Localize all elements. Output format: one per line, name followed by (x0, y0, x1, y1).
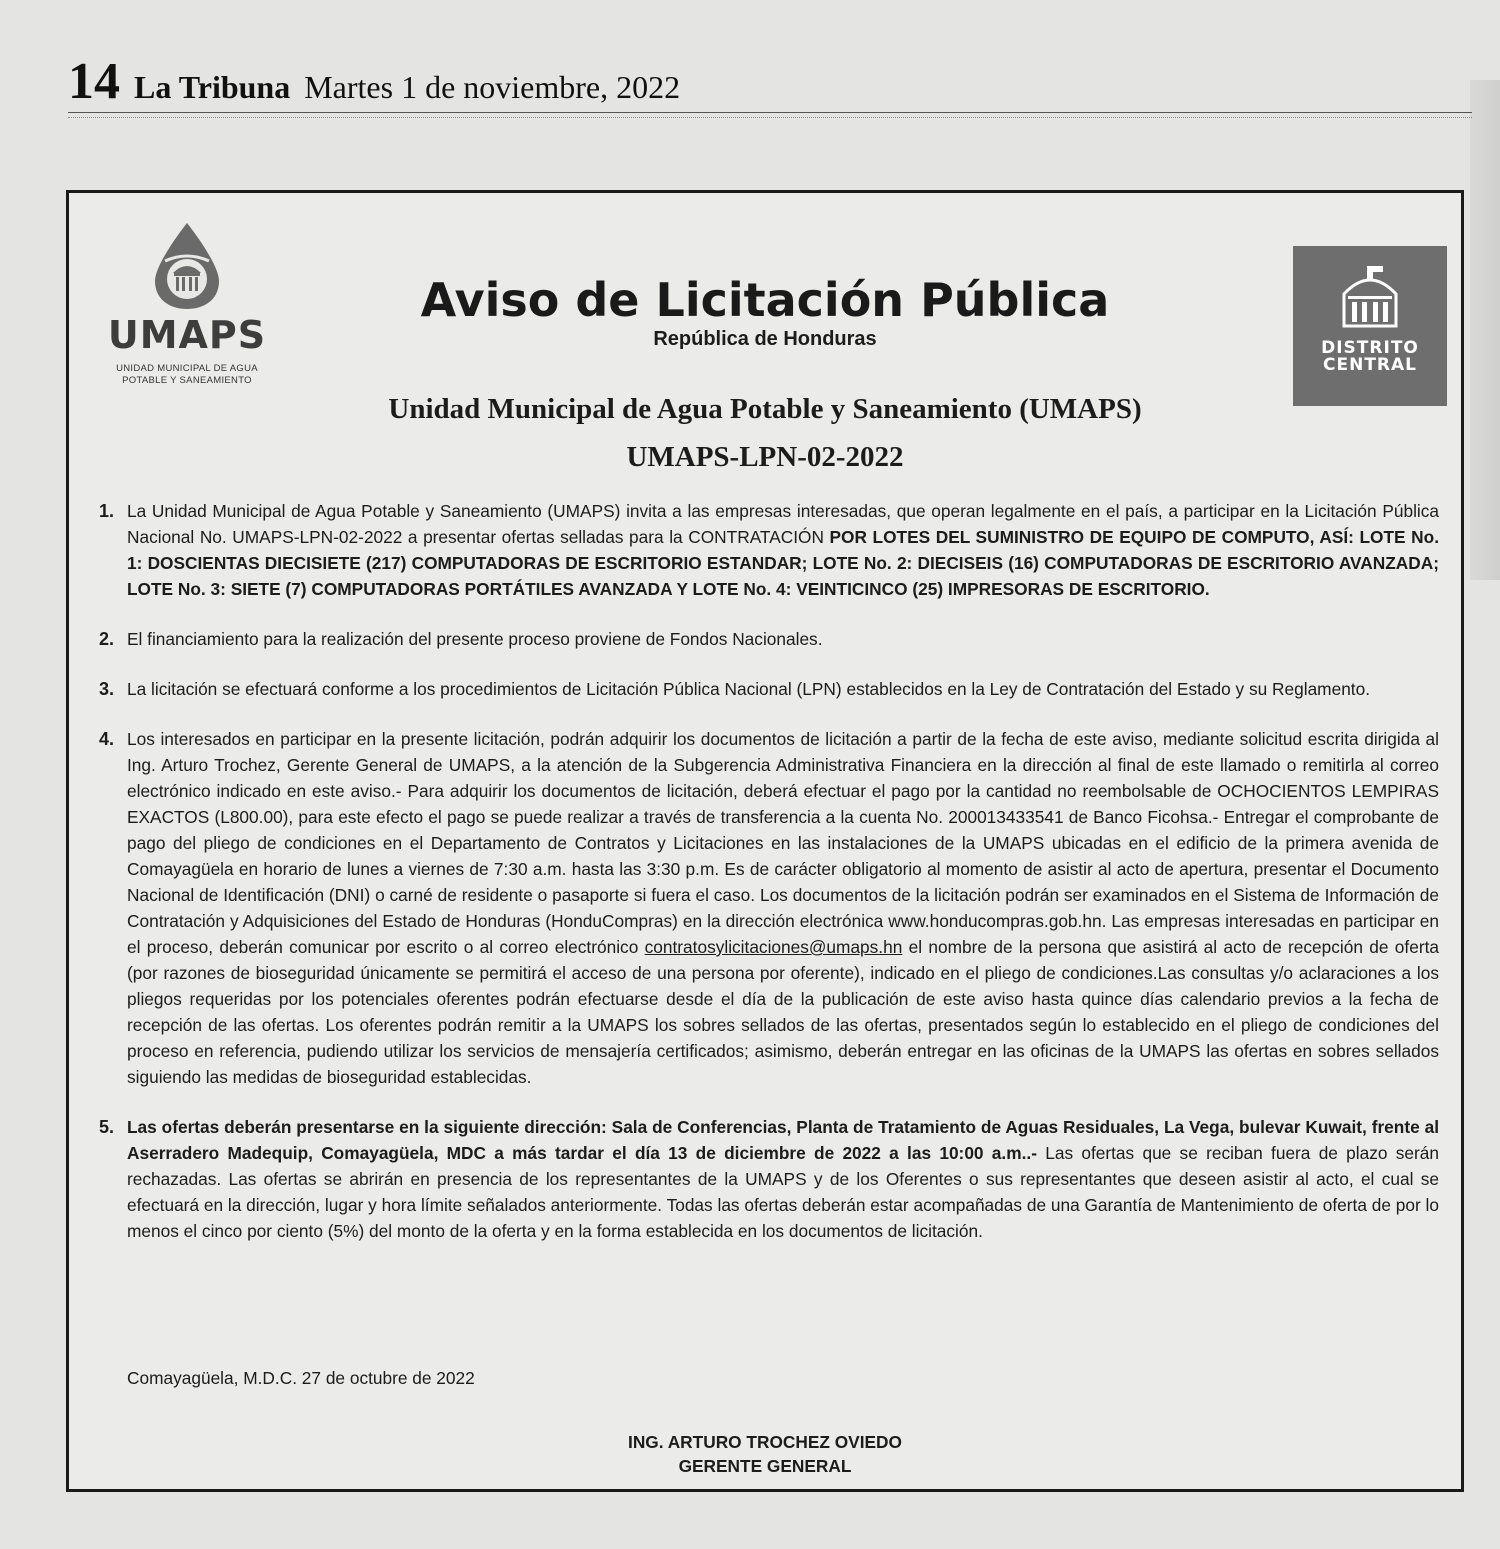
item-text: El financiamiento para la realización del presente proceso proviene de Fondos Nacionales. (127, 629, 823, 649)
signer-title: GERENTE GENERAL (678, 1456, 852, 1476)
public-notice (66, 190, 1464, 1492)
item-text: La Unidad Municipal de Agua Potable y Saneamiento (UMAPS) invita a las empresas interesadas, que operan legalmente en el país, a participar en la Licitación Pública Nacional No. UMAPS-LPN-02-2022 a presentar ofertas selladas para la CONTRATACIÓN POR LOTES DEL SUMINISTRO DE EQUIPO DE COMPUTO, ASÍ: LOTE No. 1: DOSCIENTAS DIECISIETE (217) COMPUTADORAS DE ESCRITORIO ESTANDAR; LOTE No. 2: DIECISEIS (16) COMPUTADORAS DE ESCRITORIO AVANZADA; LOTE No. 3: SIETE (7) COMPUTADORAS PORTÁTILES AVANZADA Y LOTE No. 4: VEINTICINCO (25) IMPRESORAS DE ESCRITORIO. (127, 501, 1439, 599)
item-text: Los interesados en participar en la presente licitación, podrán adquirir los documentos de licitación a partir de la fecha de este aviso, mediante solicitud escrita dirigida al Ing. Arturo Trochez, Gerente General de UMAPS, a la atención de la Subgerencia Administrativa Financiera en la dirección al final de este llamado o remitirla al correo electrónico indicado en este aviso.- Para adquirir los documentos de licitación, deberá efectuar el pago por la cantidad no reembolsable de OCHOCIENTOS LEMPIRAS EXACTOS (L800.00), para este efecto el pago se puede realizar a través de transferencia a la cuenta No. 200013433541 de Banco Ficohsa.- Entregar el comprobante de pago del pliego de condiciones en el Departamento de Contratos y Licitaciones en las instalaciones de la UMAPS ubicadas en el edificio de la primera avenida de Comayagüela en horario de lunes a viernes de 7:30 a.m. hasta las 3:30 p.m. Es de carácter obligatorio al momento de asistir al acto de apertura, presentar el Documento Nacional de Identificación (DNI) o carné de residente o pasaporte si fuera el caso. Los documentos de la licitación podrán ser examinados en el Sistema de Información de Contratación y Adquisiciones del Estado de Honduras (HonduCompras) en la dirección electrónica www.honducompras.gob.hn. Las empresas interesadas en participar en el proceso, deberán comunicar por escrito o al correo electrónico contratosylicitaciones@umaps.hn el nombre de la persona que asistirá al acto de recepción de oferta (por razones de bioseguridad únicamente se permitirá el acceso de una persona por oferente), indicado en el pliego de condiciones.Las consultas y/o aclaraciones a los pliegos requeridas por los potenciales oferentes podrán efectuarse desde el día de la publicación de este aviso hasta quince días calendario previos a la fecha de recepción de las ofertas. Los oferentes podrán remitir a la UMAPS los sobres sellados de las ofertas, presentados según lo establecido en el pliego de condiciones del proceso en referencia, pudiendo utilizar los servicios de mensajería certificados; asimismo, deberán entregar en las oficinas de la UMAPS las ofertas en sobres sellados siguiendo las medidas de bioseguridad establecidas. (127, 729, 1439, 1087)
publication-date: Martes 1 de noviembre, 2022 (304, 69, 681, 105)
item-text: La licitación se efectuará conforme a los procedimientos de Licitación Pública Nacional (LPN) establecidos en la Ley de Contratación del Estado y su Reglamento. (127, 679, 1371, 699)
newspaper-name: La Tribuna (134, 69, 291, 105)
reference-code: UMAPS-LPN-02-2022 (626, 441, 904, 473)
umaps-tagline: UNIDAD MUNICIPAL DE AGUA POTABLE Y SANEAMIENTO (116, 363, 258, 386)
item-number: 4. (99, 729, 115, 749)
notice-item-4 (99, 726, 1439, 1090)
email-link: contratosylicitaciones@umaps.hn (644, 937, 903, 957)
notice-item-5 (99, 1114, 1439, 1244)
place-and-date: Comayagüela, M.D.C. 27 de octubre de 2022 (127, 1368, 475, 1388)
masthead-rule (68, 112, 1472, 118)
item-text: Las ofertas deberán presentarse en la siguiente dirección: Sala de Conferencias, Planta de Tratamiento de Aguas Residuales, La Vega, bulevar Kuwait, frente al Aserradero Madequip, Comayagüela, MDC a más tardar el día 13 de diciembre de 2022 a las 10:00 a.m..- Las ofertas que se reciban fuera de plazo serán rechazadas. Las ofertas se abrirán en presencia de los representantes de la UMAPS y de los Oferentes o sus representantes que deseen asistir al acto, el cual se efectuará en la dirección, lugar y hora límite señalados anteriormente. Todas las ofertas deberán estar acompañadas de una Garantía de Mantenimiento de oferta de por lo menos el cinco por ciento (5%) del monto de la oferta y en la forma establecida en los documentos de licitación. (127, 1117, 1439, 1241)
masthead (68, 52, 680, 111)
notice-item-3 (99, 676, 1439, 702)
item-number: 3. (99, 679, 115, 699)
item-number: 2. (99, 629, 115, 649)
item-number: 5. (99, 1117, 115, 1137)
adjacent-page-strip (1470, 80, 1500, 580)
distrito-central-label: DISTRITO CENTRAL (1321, 338, 1419, 375)
signer-name: ING. ARTURO TROCHEZ OVIEDO (628, 1432, 902, 1452)
page-number: 14 (68, 53, 120, 110)
unit-name: Unidad Municipal de Agua Potable y Saneamiento (UMAPS) (388, 393, 1142, 425)
notice-item-2 (99, 626, 1439, 652)
item-number: 1. (99, 501, 115, 521)
signature-block (69, 1430, 1461, 1478)
notice-title: Aviso de Licitación Pública (420, 273, 1110, 327)
notice-items (99, 498, 1439, 1268)
umaps-wordmark: UMAPS (107, 313, 267, 357)
notice-subtitle: República de Honduras (653, 328, 877, 350)
notice-item-1 (99, 498, 1439, 602)
